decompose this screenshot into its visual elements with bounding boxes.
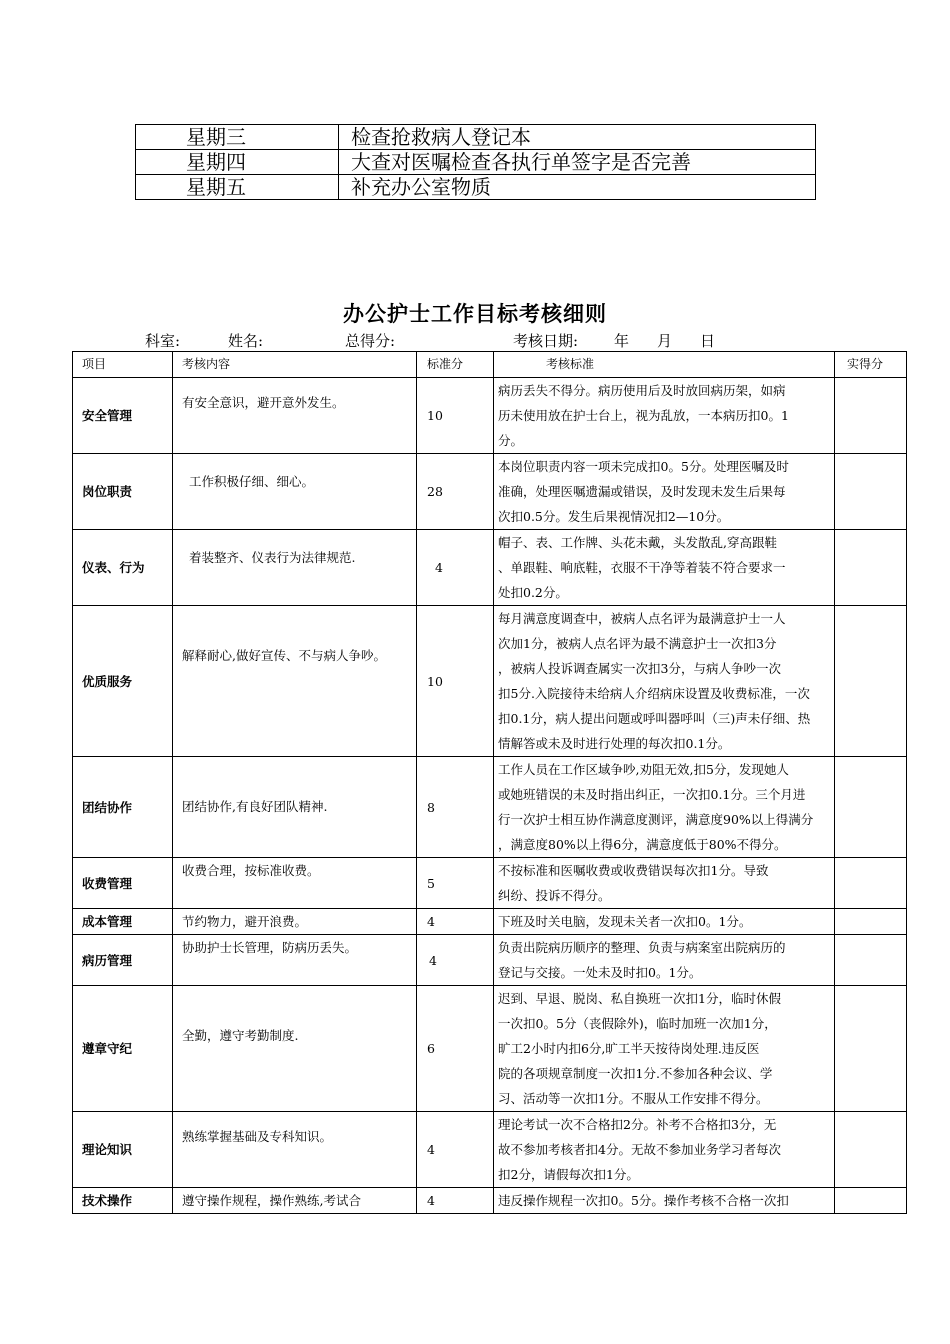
- criteria-line: 扣2分，请假每次扣1分。: [498, 1167, 639, 1182]
- row-standard-score: 8: [417, 757, 494, 858]
- row-standard-score: 6: [417, 986, 494, 1112]
- row-actual-score[interactable]: [835, 1112, 907, 1188]
- table-row: [73, 858, 907, 909]
- row-content: 团结协作,有良好团队精神.: [173, 757, 417, 858]
- row-criteria: [494, 757, 835, 858]
- header-actual: 实得分: [835, 352, 907, 378]
- row-standard-score: 4: [417, 530, 494, 606]
- criteria-line: ，被病人投诉调查属实一次扣3分，与病人争吵一次: [498, 661, 781, 676]
- schedule-row: [136, 175, 816, 200]
- row-content: 有安全意识，避开意外发生。: [173, 378, 417, 454]
- assessment-table: [72, 351, 907, 1214]
- header-content: 考核内容: [173, 352, 417, 378]
- day-label: 日: [700, 332, 716, 350]
- row-actual-score[interactable]: [835, 454, 907, 530]
- row-criteria: [494, 1188, 835, 1214]
- criteria-line: 准确，处理医嘱遗漏或错误，及时发现未发生后果每: [498, 484, 786, 499]
- total-score-label: 总得分:: [345, 332, 396, 350]
- criteria-line: 下班及时关电脑，发现未关者一次扣0。1分。: [498, 914, 752, 929]
- row-item: 优质服务: [73, 606, 173, 757]
- table-row: [73, 606, 907, 757]
- row-item: 理论知识: [73, 1112, 173, 1188]
- criteria-line: 一次扣0。5分（丧假除外)，临时加班一次加1分，: [498, 1016, 777, 1031]
- name-label: 姓名:: [228, 332, 264, 350]
- row-content: 解释耐心,做好宣传、不与病人争吵。: [173, 606, 417, 757]
- criteria-line: 病历丢失不得分。病历使用后及时放回病历架，如病: [498, 383, 786, 398]
- header-criteria: 考核标准: [494, 352, 835, 378]
- header-score: 标准分: [417, 352, 494, 378]
- header-item: 项目: [73, 352, 173, 378]
- weekly-schedule-table: [135, 124, 816, 200]
- row-actual-score[interactable]: [835, 986, 907, 1112]
- row-content: 着装整齐、仪表行为法律规范.: [173, 530, 417, 606]
- row-content: 收费合理，按标准收费。: [173, 858, 417, 909]
- criteria-line: 行一次护士相互协作满意度测评，满意度90%以上得满分: [498, 812, 814, 827]
- table-row: [73, 935, 907, 986]
- row-standard-score: 4: [417, 1188, 494, 1214]
- assessment-date-label: 考核日期:: [513, 332, 579, 350]
- schedule-row: [136, 150, 816, 175]
- table-row: [73, 757, 907, 858]
- criteria-line: 违反操作规程一次扣0。5分。操作考核不合格一次扣: [498, 1193, 789, 1208]
- row-content: 熟练掌握基础及专科知识。: [173, 1112, 417, 1188]
- row-item: 团结协作: [73, 757, 173, 858]
- document-title: 办公护士工作目标考核细则: [343, 302, 607, 326]
- criteria-line: 扣0.1分，病人提出问题或呼叫器呼叫（三)声未仔细、热: [498, 711, 811, 726]
- row-criteria: [494, 909, 835, 935]
- row-item: 成本管理: [73, 909, 173, 935]
- criteria-line: 旷工2小时内扣6分,旷工半天按待岗处理.违反医: [498, 1041, 760, 1056]
- criteria-line: 负责出院病历顺序的整理、负责与病案室出院病历的: [498, 940, 786, 955]
- row-item: 遵章守纪: [73, 986, 173, 1112]
- table-row: [73, 454, 907, 530]
- row-actual-score[interactable]: [835, 757, 907, 858]
- row-item: 收费管理: [73, 858, 173, 909]
- schedule-task: 大查对医嘱检查各执行单签字是否完善: [339, 150, 816, 175]
- criteria-line: 习、活动等一次扣1分。不服从工作安排不得分。: [498, 1091, 769, 1106]
- row-content: 遵守操作规程，操作熟练,考试合: [173, 1188, 417, 1214]
- row-item: 岗位职责: [73, 454, 173, 530]
- row-criteria: [494, 858, 835, 909]
- row-criteria: [494, 606, 835, 757]
- criteria-line: 本岗位职责内容一项未完成扣0。5分。处理医嘱及时: [498, 459, 789, 474]
- row-standard-score: 4: [417, 1112, 494, 1188]
- criteria-line: 次扣0.5分。发生后果视情况扣2—10分。: [498, 509, 730, 524]
- criteria-line: 故不参加考核者扣4分。无故不参加业务学习者每次: [498, 1142, 781, 1157]
- row-actual-score[interactable]: [835, 909, 907, 935]
- schedule-day: 星期三: [136, 125, 339, 150]
- table-header-row: [73, 352, 907, 378]
- criteria-line: 登记与交接。一处未及时扣0。1分。: [498, 965, 702, 980]
- criteria-line: 院的各项规章制度一次扣1分.不参加各种会议、学: [498, 1066, 773, 1081]
- row-standard-score: 10: [417, 606, 494, 757]
- table-row: [73, 378, 907, 454]
- row-criteria: [494, 378, 835, 454]
- row-content: 协助护士长管理，防病历丢失。: [173, 935, 417, 986]
- criteria-line: 、单跟鞋、响底鞋，衣服不干净等着装不符合要求一: [498, 560, 786, 575]
- row-criteria: [494, 530, 835, 606]
- criteria-line: 每月满意度调查中，被病人点名评为最满意护士一人: [498, 611, 786, 626]
- row-standard-score: 28: [417, 454, 494, 530]
- schedule-row: [136, 125, 816, 150]
- criteria-line: 迟到、早退、脱岗、私自换班一次扣1分，临时休假: [498, 991, 781, 1006]
- row-actual-score[interactable]: [835, 1188, 907, 1214]
- row-actual-score[interactable]: [835, 606, 907, 757]
- department-label: 科室:: [145, 332, 181, 350]
- row-criteria: [494, 986, 835, 1112]
- table-row: [73, 909, 907, 935]
- criteria-line: 扣5分.入院接待未给病人介绍病床设置及收费标准，一次: [498, 686, 810, 701]
- schedule-task: 检查抢救病人登记本: [339, 125, 816, 150]
- criteria-line: 工作人员在工作区域争吵,劝阻无效,扣5分，发现她人: [498, 762, 789, 777]
- criteria-line: 帽子、表、工作牌、头花未戴，头发散乱,穿高跟鞋: [498, 535, 777, 550]
- row-content: 工作积极仔细、细心。: [173, 454, 417, 530]
- row-item: 技术操作: [73, 1188, 173, 1214]
- criteria-line: 或她班错误的未及时指出纠正，一次扣0.1分。三个月进: [498, 787, 806, 802]
- row-actual-score[interactable]: [835, 858, 907, 909]
- row-standard-score: 4: [417, 909, 494, 935]
- row-item: 病历管理: [73, 935, 173, 986]
- criteria-line: 情解答或未及时进行处理的每次扣0.1分。: [498, 736, 731, 751]
- table-row: [73, 1188, 907, 1214]
- month-label: 月: [657, 332, 673, 350]
- schedule-task: 补充办公室物质: [339, 175, 816, 200]
- criteria-line: ，满意度80%以上得6分，满意度低于80%不得分。: [498, 837, 787, 852]
- row-criteria: [494, 454, 835, 530]
- criteria-line: 理论考试一次不合格扣2分。补考不合格扣3分，无: [498, 1117, 777, 1132]
- row-actual-score[interactable]: [835, 530, 907, 606]
- row-actual-score[interactable]: [835, 935, 907, 986]
- schedule-day: 星期四: [136, 150, 339, 175]
- table-row: [73, 530, 907, 606]
- row-content: 全勤，遵守考勤制度.: [173, 986, 417, 1112]
- criteria-line: 分。: [498, 433, 524, 448]
- criteria-line: 处扣0.2分。: [498, 585, 568, 600]
- year-label: 年: [614, 332, 630, 350]
- row-criteria: [494, 935, 835, 986]
- row-standard-score: 4: [417, 935, 494, 986]
- row-content: 节约物力，避开浪费。: [173, 909, 417, 935]
- table-row: [73, 986, 907, 1112]
- row-item: 仪表、行为: [73, 530, 173, 606]
- assessment-rows: [73, 378, 907, 1214]
- criteria-line: 历未使用放在护士台上，视为乱放，一本病历扣0。1: [498, 408, 789, 423]
- row-standard-score: 5: [417, 858, 494, 909]
- criteria-line: 次加1分，被病人点名评为最不满意护士一次扣3分: [498, 636, 777, 651]
- row-standard-score: 10: [417, 378, 494, 454]
- criteria-line: 不按标准和医嘱收费或收费错误每次扣1分。导致: [498, 863, 769, 878]
- row-item: 安全管理: [73, 378, 173, 454]
- row-actual-score[interactable]: [835, 378, 907, 454]
- schedule-day: 星期五: [136, 175, 339, 200]
- row-criteria: [494, 1112, 835, 1188]
- table-row: [73, 1112, 907, 1188]
- criteria-line: 纠纷、投诉不得分。: [498, 888, 611, 903]
